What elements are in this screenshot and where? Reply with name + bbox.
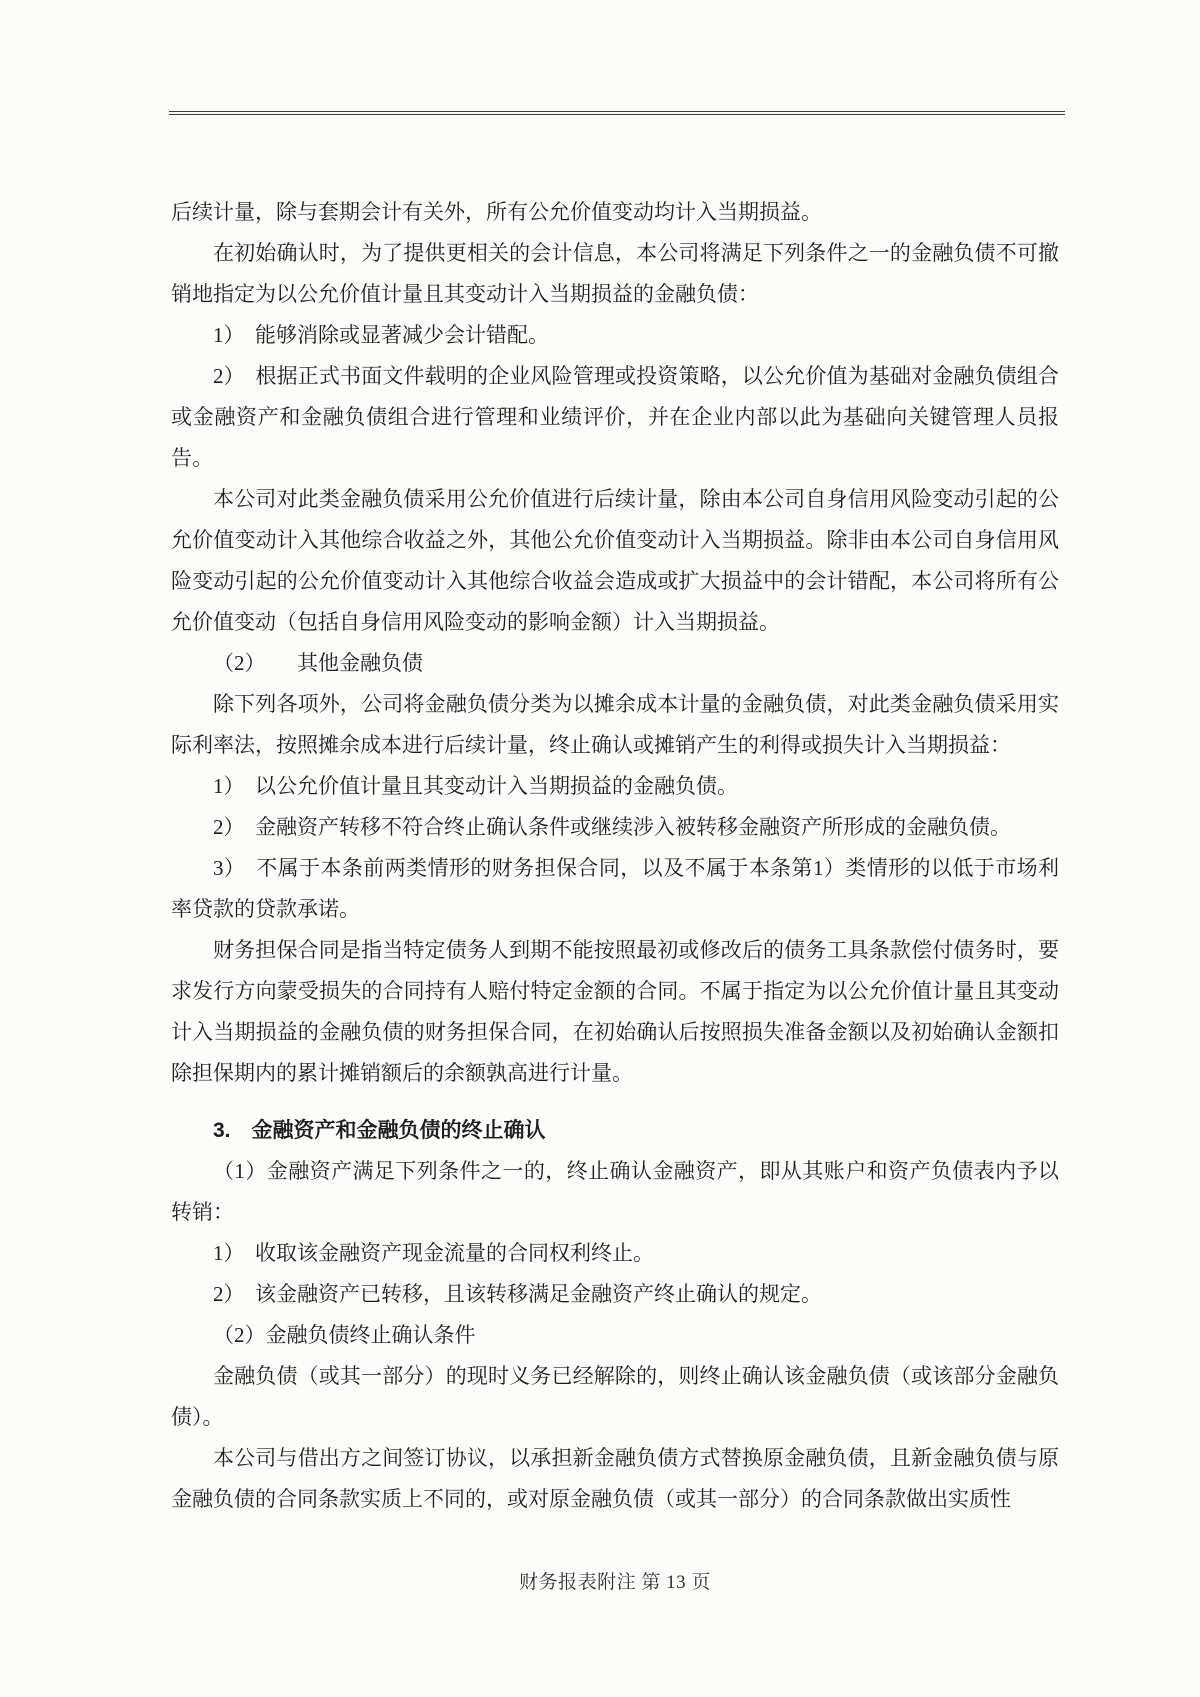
paragraph: 除下列各项外，公司将金融负债分类为以摊余成本计量的金融负债，对此类金融负债采用实际利率法，按照摊余成本进行后续计量，终止确认或摊销产生的利得或损失计入当期损益：	[171, 692, 1059, 757]
list-item: 2） 根据正式书面文件载明的企业风险管理或投资策略，以公允价值为基础对金融负债组合或金融资产和金融负债组合进行管理和业绩评价，并在企业内部以此为基础向关键管理人员报告。	[171, 364, 1059, 470]
list-item: 1） 能够消除或显著减少会计错配。	[213, 323, 549, 347]
sub-label: （2） 其他金融负债	[213, 651, 423, 675]
paragraph: 在初始确认时，为了提供更相关的会计信息，本公司将满足下列条件之一的金融负债不可撤销地指定为以公允价值计量且其变动计入当期损益的金融负债：	[171, 241, 1059, 306]
paragraph: 本公司与借出方之间签订协议，以承担新金融负债方式替换原金融负债，且新金融负债与原金融负债的合同条款实质上不同的，或对原金融负债（或其一部分）的合同条款做出实质性	[171, 1446, 1059, 1511]
list-item: 2） 金融资产转移不符合终止确认条件或继续涉入被转移金融资产所形成的金融负债。	[213, 815, 1011, 839]
page-footer	[171, 1568, 1059, 1598]
header-rule	[169, 111, 1065, 115]
list-item: 2） 该金融资产已转移，且该转移满足金融资产终止确认的规定。	[213, 1282, 822, 1306]
list-item: 1） 收取该金融资产现金流量的合同权利终止。	[213, 1241, 654, 1265]
section-heading: 3. 金融资产和金融负债的终止确认	[213, 1119, 546, 1142]
paragraph: 后续计量，除与套期会计有关外，所有公允价值变动均计入当期损益。	[171, 200, 822, 224]
sub-label: （2）金融负债终止确认条件	[213, 1323, 476, 1347]
paragraph: 金融负债（或其一部分）的现时义务已经解除的，则终止确认该金融负债（或该部分金融负债）。	[171, 1364, 1059, 1429]
list-item: 1） 以公允价值计量且其变动计入当期损益的金融负债。	[213, 774, 738, 798]
paragraph: （1）金融资产满足下列条件之一的，终止确认金融资产，即从其账户和资产负债表内予以转销：	[171, 1159, 1059, 1224]
paragraph: 本公司对此类金融负债采用公允价值进行后续计量，除由本公司自身信用风险变动引起的公允价值变动计入其他综合收益之外，其他公允价值变动计入当期损益。除非由本公司自身信用风险变动引起的公允价值变动计入其他综合收益会造成或扩大损益中的会计错配，本公司将所有公允价值变动（包括自身信用风险变动的影响金额）计入当期损益。	[171, 487, 1059, 634]
paragraph: 财务担保合同是指当特定债务人到期不能按照最初或修改后的债务工具条款偿付债务时，要求发行方向蒙受损失的合同持有人赔付特定金额的合同。不属于指定为以公允价值计量且其变动计入当期损益的金融负债的财务担保合同，在初始确认后按照损失准备金额以及初始确认金额扣除担保期内的累计摊销额后的余额孰高进行计量。	[171, 938, 1059, 1085]
list-item: 3） 不属于本条前两类情形的财务担保合同，以及不属于本条第1）类情形的以低于市场利率贷款的贷款承诺。	[171, 856, 1059, 921]
document-body	[171, 192, 1059, 1520]
footer-text: 财务报表附注 第 13 页	[519, 1572, 711, 1593]
